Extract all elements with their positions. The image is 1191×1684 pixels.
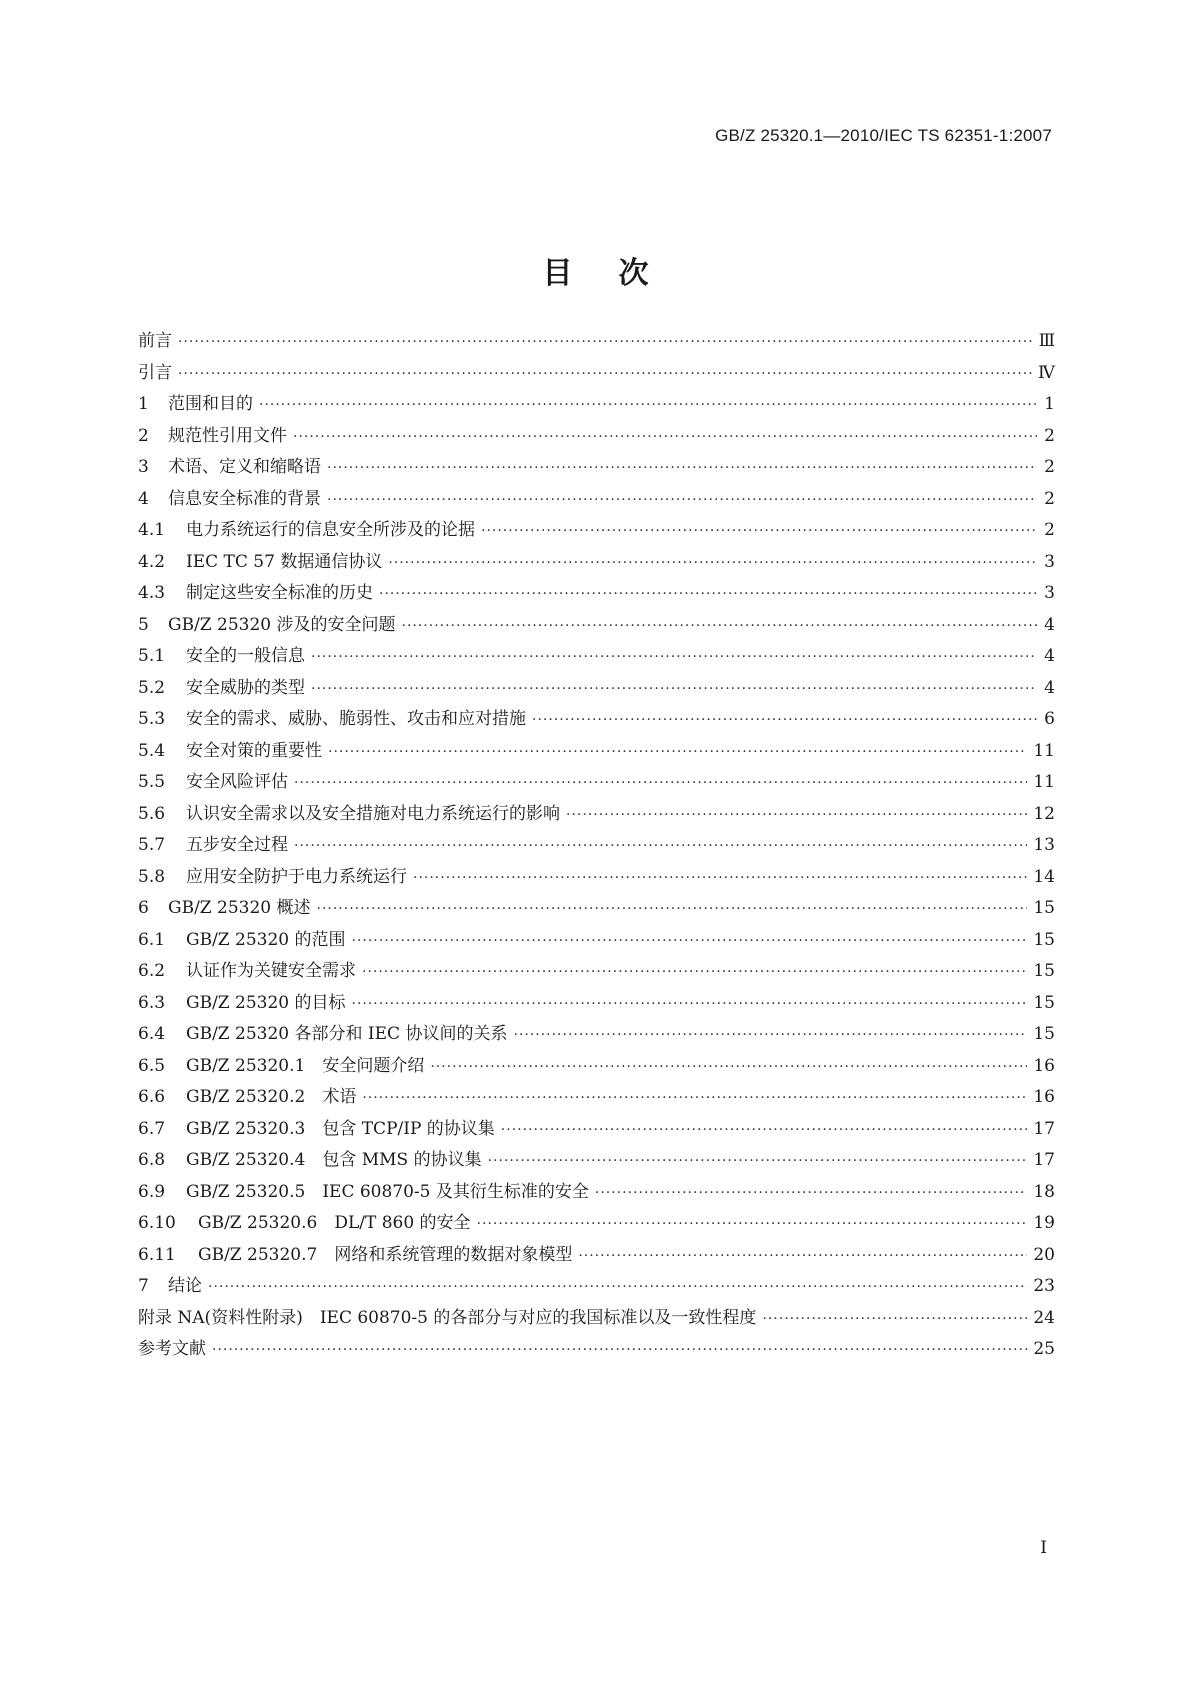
toc-entry[interactable]: [138, 1334, 1055, 1366]
toc-entry-number: 6.4: [138, 1024, 166, 1044]
toc-entry-page: 19: [1033, 1213, 1055, 1233]
toc-entry-label: [138, 1303, 756, 1328]
toc-entry-title: GB/Z 25320.5 IEC 60870-5 及其衍生标准的安全: [186, 1181, 589, 1202]
toc-entry[interactable]: [138, 1082, 1055, 1114]
toc-leader-dots: [208, 1279, 1027, 1295]
toc-entry-page: 16: [1033, 1087, 1055, 1107]
toc-entry[interactable]: [138, 1271, 1055, 1303]
toc-leader-dots: [481, 523, 1037, 539]
toc-entry-title: 安全威胁的类型: [186, 677, 305, 698]
toc-entry-title: GB/Z 25320.1 安全问题介绍: [186, 1055, 425, 1076]
toc-entry-title: GB/Z 25320.2 术语: [186, 1087, 357, 1107]
toc-entry-title: 范围和目的: [168, 394, 253, 414]
toc-entry-number: 6.9: [138, 1181, 166, 1202]
toc-entry-number: 6.10: [138, 1213, 176, 1233]
toc-entry-label: [138, 1208, 471, 1233]
toc-entry-label: [138, 641, 305, 666]
toc-entry-title: GB/Z 25320 的目标: [186, 992, 346, 1013]
toc-entry-title: 规范性引用文件: [168, 425, 287, 446]
toc-leader-dots: [362, 1090, 1027, 1106]
toc-entry-number: 5.1: [138, 646, 166, 666]
toc-entry[interactable]: [138, 389, 1055, 421]
toc-entry-number: 5.4: [138, 740, 166, 761]
toc-entry-title: 认识安全需求以及安全措施对电力系统运行的影响: [186, 803, 560, 824]
toc-entry-label: [138, 988, 346, 1013]
toc-entry-number: 5: [138, 614, 149, 635]
toc-entry[interactable]: [138, 641, 1055, 673]
toc-entry-label: [138, 1271, 202, 1296]
toc-leader-dots: [413, 870, 1027, 886]
toc-entry-title: GB/Z 25320 涉及的安全问题: [168, 614, 396, 635]
toc-entry[interactable]: [138, 1303, 1055, 1335]
toc-leader-dots: [362, 964, 1027, 980]
toc-entry-label: [138, 1145, 482, 1170]
toc-entry-number: 5.2: [138, 677, 166, 698]
toc-entry-page: 24: [1033, 1307, 1055, 1328]
toc-entry[interactable]: [138, 1051, 1055, 1083]
toc-entry-page: 15: [1033, 992, 1055, 1013]
toc-entry-page: 3: [1044, 551, 1055, 572]
toc-entry-number: 4.2: [138, 551, 166, 572]
toc-leader-dots: [566, 807, 1027, 823]
toc-entry-number: 3: [138, 457, 149, 477]
toc-entry-title: GB/Z 25320.7 网络和系统管理的数据对象模型: [198, 1244, 573, 1265]
toc-entry-label: [138, 578, 373, 603]
toc-leader-dots: [430, 1059, 1027, 1075]
toc-entry-number: 6.8: [138, 1150, 166, 1170]
toc-entry-label: [138, 673, 305, 698]
toc-entry-label: [138, 452, 321, 477]
toc-entry-title: GB/Z 25320.3 包含 TCP/IP 的协议集: [186, 1118, 495, 1139]
toc-entry-label: [138, 736, 322, 761]
toc-entry-label: [138, 515, 475, 540]
toc-leader-dots: [328, 744, 1027, 760]
toc-entry-page: 15: [1033, 1024, 1055, 1044]
toc-entry-title: GB/Z 25320 的范围: [186, 929, 346, 950]
toc-entry-number: 1: [138, 394, 149, 414]
toc-entry-label: [138, 830, 288, 855]
toc-entry-page: 14: [1033, 866, 1055, 887]
toc-entry-title: 应用安全防护于电力系统运行: [186, 866, 407, 887]
toc-entry[interactable]: [138, 862, 1055, 894]
toc-leader-dots: [294, 838, 1027, 854]
toc-leader-dots: [388, 555, 1037, 571]
toc-entry-number: 6.1: [138, 929, 166, 950]
toc-entry-number: 6.7: [138, 1118, 166, 1139]
toc-entry-page: 12: [1033, 803, 1055, 824]
toc-entry[interactable]: [138, 515, 1055, 547]
table-of-contents: [138, 326, 1055, 1366]
toc-entry-title: 制定这些安全标准的历史: [186, 583, 373, 603]
toc-entry-label: [138, 326, 172, 351]
toc-leader-dots: [212, 1342, 1027, 1358]
toc-entry[interactable]: [138, 358, 1055, 390]
toc-entry-label: [138, 358, 172, 383]
toc-entry-number: 2: [138, 425, 149, 446]
toc-entry[interactable]: [138, 326, 1055, 358]
toc-entry-title: 附录 NA(资料性附录) IEC 60870-5 的各部分与对应的我国标准以及一致性程度: [138, 1307, 757, 1328]
toc-entry-title: GB/Z 25320 概述: [168, 898, 311, 918]
toc-entry-title: IEC TC 57 数据通信协议: [186, 551, 383, 572]
toc-entry-page: 17: [1033, 1150, 1055, 1170]
toc-leader-dots: [178, 334, 1033, 350]
toc-entry-page: 15: [1033, 961, 1055, 981]
toc-leader-dots: [532, 712, 1037, 728]
toc-entry-label: [138, 389, 253, 414]
toc-leader-dots: [402, 618, 1038, 634]
toc-entry[interactable]: [138, 673, 1055, 705]
toc-entry-page: 2: [1044, 425, 1055, 446]
toc-entry-page: 16: [1033, 1055, 1055, 1076]
toc-leader-dots: [294, 775, 1027, 791]
toc-entry-page: 15: [1033, 898, 1055, 918]
toc-entry-title: GB/Z 25320.6 DL/T 860 的安全: [198, 1213, 471, 1233]
toc-entry-number: 4.1: [138, 520, 166, 540]
toc-entry[interactable]: [138, 610, 1055, 642]
toc-entry-number: 6: [138, 898, 149, 918]
toc-entry-page: 2: [1044, 488, 1055, 509]
toc-entry-label: [138, 484, 321, 509]
toc-entry[interactable]: [138, 830, 1055, 862]
toc-entry-number: 6.5: [138, 1055, 166, 1076]
toc-entry[interactable]: [138, 1208, 1055, 1240]
toc-leader-dots: [352, 996, 1028, 1012]
toc-leader-dots: [379, 586, 1037, 602]
toc-entry-label: [138, 421, 287, 446]
toc-entry[interactable]: [138, 1114, 1055, 1146]
toc-entry-title: 引言: [138, 362, 172, 383]
toc-leader-dots: [513, 1027, 1027, 1043]
toc-entry-page: 6: [1044, 709, 1055, 729]
toc-entry[interactable]: [138, 421, 1055, 453]
toc-leader-dots: [311, 681, 1037, 697]
toc-entry-title: GB/Z 25320 各部分和 IEC 协议间的关系: [186, 1024, 508, 1044]
toc-leader-dots: [578, 1248, 1027, 1264]
toc-entry-number: 5.5: [138, 772, 166, 792]
toc-entry[interactable]: [138, 736, 1055, 768]
toc-entry-label: [138, 1082, 356, 1107]
toc-entry[interactable]: [138, 925, 1055, 957]
page-number: Ⅰ: [1040, 1538, 1047, 1558]
toc-entry-number: 7: [138, 1276, 149, 1296]
toc-entry-number: 5.7: [138, 835, 166, 855]
toc-entry-label: [138, 610, 396, 635]
toc-entry-title: 参考文献: [138, 1339, 206, 1359]
toc-entry[interactable]: [138, 1177, 1055, 1209]
toc-entry[interactable]: [138, 484, 1055, 516]
toc-entry-number: 4: [138, 488, 149, 509]
toc-entry-label: [138, 704, 526, 729]
toc-entry-page: 15: [1033, 929, 1055, 950]
toc-entry[interactable]: [138, 956, 1055, 988]
toc-entry-title: 信息安全标准的背景: [168, 488, 321, 509]
toc-entry-title: 安全风险评估: [186, 772, 288, 792]
toc-entry-page: 4: [1044, 614, 1055, 635]
toc-entry-page: 25: [1033, 1339, 1055, 1359]
toc-leader-dots: [327, 492, 1037, 508]
toc-entry-page: 1: [1044, 394, 1055, 414]
toc-entry[interactable]: [138, 988, 1055, 1020]
toc-entry-page: 11: [1033, 772, 1055, 792]
toc-entry-label: [138, 1019, 507, 1044]
toc-leader-dots: [501, 1122, 1028, 1138]
toc-entry-title: 安全的需求、威胁、脆弱性、攻击和应对措施: [186, 709, 526, 729]
toc-entry-label: [138, 925, 346, 950]
toc-entry-page: 20: [1033, 1244, 1055, 1265]
toc-entry-title: 五步安全过程: [186, 835, 288, 855]
toc-entry-label: [138, 862, 407, 887]
toc-entry-page: 13: [1033, 835, 1055, 855]
toc-entry-page: 17: [1033, 1118, 1055, 1139]
toc-entry-page: 11: [1033, 740, 1055, 761]
toc-entry-label: [138, 893, 311, 918]
toc-entry-number: 6.6: [138, 1087, 166, 1107]
toc-entry-label: [138, 1051, 424, 1076]
toc-entry-title: 认证作为关键安全需求: [186, 961, 356, 981]
toc-entry-number: 6.11: [138, 1244, 176, 1265]
toc-entry-number: 5.6: [138, 803, 166, 824]
toc-entry[interactable]: [138, 704, 1055, 736]
toc-entry-page: 2: [1044, 520, 1055, 540]
toc-entry-page: 4: [1044, 646, 1055, 666]
toc-entry-title: GB/Z 25320.4 包含 MMS 的协议集: [186, 1150, 482, 1170]
toc-entry[interactable]: [138, 452, 1055, 484]
toc-entry-page: 2: [1044, 457, 1055, 477]
toc-entry-page: Ⅲ: [1038, 331, 1055, 351]
document-standard-id: GB/Z 25320.1—2010/IEC TS 62351-1:2007: [715, 126, 1052, 145]
toc-entry-page: 23: [1033, 1276, 1055, 1296]
toc-entry-page: 4: [1044, 677, 1055, 698]
toc-leader-dots: [178, 366, 1032, 382]
toc-entry[interactable]: [138, 578, 1055, 610]
toc-entry-label: [138, 767, 288, 792]
toc-entry-label: [138, 1334, 206, 1359]
toc-entry[interactable]: [138, 893, 1055, 925]
toc-entry[interactable]: [138, 767, 1055, 799]
toc-entry-page: Ⅳ: [1038, 362, 1055, 383]
toc-entry[interactable]: [138, 1145, 1055, 1177]
toc-entry-label: [138, 1114, 495, 1139]
toc-leader-dots: [293, 429, 1037, 445]
toc-entry-title: 电力系统运行的信息安全所涉及的论据: [186, 520, 475, 540]
toc-entry-label: [138, 1240, 572, 1265]
toc-leader-dots: [352, 933, 1028, 949]
toc-entry-label: [138, 956, 356, 981]
toc-entry-label: [138, 799, 560, 824]
toc-leader-dots: [259, 397, 1037, 413]
toc-entry-number: 5.8: [138, 866, 166, 887]
toc-entry-title: 安全对策的重要性: [186, 740, 322, 761]
toc-leader-dots: [762, 1311, 1027, 1327]
toc-entry[interactable]: [138, 1240, 1055, 1272]
toc-leader-dots: [477, 1216, 1028, 1232]
toc-entry[interactable]: [138, 547, 1055, 579]
toc-leader-dots: [327, 460, 1037, 476]
toc-entry[interactable]: [138, 799, 1055, 831]
toc-leader-dots: [488, 1153, 1028, 1169]
toc-leader-dots: [311, 649, 1037, 665]
toc-entry-label: [138, 1177, 589, 1202]
toc-entry-number: 6.2: [138, 961, 166, 981]
toc-entry-number: 6.3: [138, 992, 166, 1013]
toc-entry-number: 5.3: [138, 709, 166, 729]
toc-entry[interactable]: [138, 1019, 1055, 1051]
toc-leader-dots: [595, 1185, 1027, 1201]
toc-entry-label: [138, 547, 382, 572]
page-title: 目次: [542, 256, 695, 292]
toc-entry-page: 3: [1044, 583, 1055, 603]
toc-entry-title: 前言: [138, 331, 172, 351]
toc-entry-title: 术语、定义和缩略语: [168, 457, 321, 477]
toc-entry-page: 18: [1033, 1181, 1055, 1202]
toc-entry-number: 4.3: [138, 583, 166, 603]
toc-leader-dots: [317, 901, 1028, 917]
toc-entry-title: 安全的一般信息: [186, 646, 305, 666]
toc-entry-title: 结论: [168, 1276, 202, 1296]
